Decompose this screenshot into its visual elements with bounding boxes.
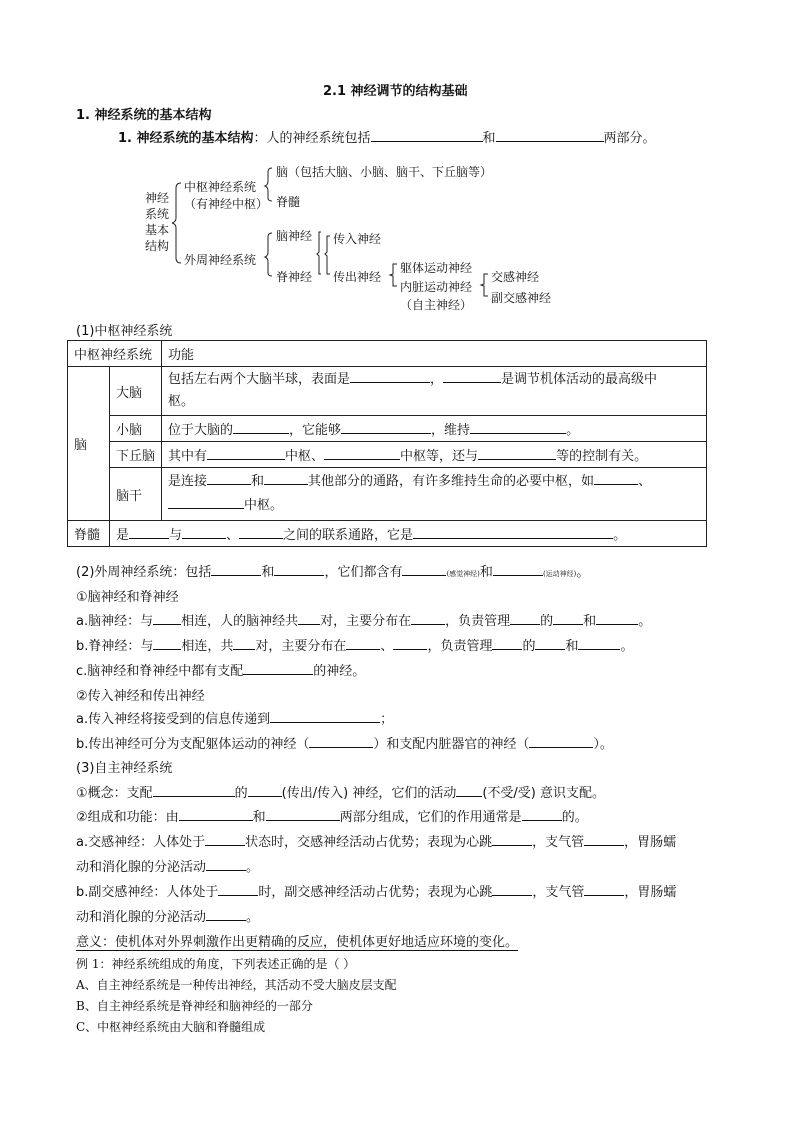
fill-blank[interactable] — [443, 370, 501, 383]
line-text: ，支气管 — [532, 835, 585, 850]
line-text: a.脑神经：与 — [76, 614, 154, 629]
item1-tail: 两部分。 — [603, 131, 656, 146]
line-text: 。 — [246, 860, 260, 875]
fill-blank[interactable] — [211, 563, 261, 576]
line-text: 的。 — [561, 810, 588, 825]
part3-heading: (3)自主神经系统 — [76, 761, 173, 776]
line-text: ，胃肠蠕 — [624, 885, 677, 900]
line-text: 对，主要分布在 — [320, 614, 412, 629]
cell-text: ，维持 — [431, 423, 471, 438]
line-text: 的 — [234, 786, 248, 801]
fill-blank[interactable] — [153, 784, 235, 797]
cell-text: 等的控制有关。 — [556, 449, 648, 464]
visceral-brace — [481, 274, 488, 296]
cell-text: 与 — [169, 528, 183, 543]
line-text: 和 — [252, 810, 266, 825]
table-cell: 脊髓 — [68, 521, 110, 547]
fill-blank[interactable] — [493, 563, 543, 576]
part2-a-line — [76, 610, 651, 629]
line-text: 的 — [540, 614, 554, 629]
table-cell — [110, 521, 707, 547]
meaning-text: 意义：使机体对外界刺激作出更精确的反应，使机体更好地适应环境的变化。 — [76, 935, 519, 950]
line-text: ②组成和功能：由 — [76, 810, 179, 825]
fill-blank[interactable] — [153, 637, 181, 650]
line-text: ，负责管理 — [427, 639, 493, 654]
cell-text: 位于大脑的 — [168, 423, 234, 438]
somatic-label: 躯体运动神经 — [400, 261, 473, 275]
cell-text: 、 — [226, 528, 240, 543]
line-text: 和 — [261, 565, 275, 580]
fill-blank[interactable] — [535, 637, 565, 650]
example-option-a[interactable]: A、自主神经系统是一种传出神经，其活动不受大脑皮层支配 — [76, 978, 397, 992]
line-text: 的 — [522, 639, 536, 654]
part2-sub1: ①脑神经和脊神经 — [76, 590, 179, 605]
parasympathetic-label: 副交感神经 — [491, 291, 552, 305]
table-cell: 小脑 — [110, 416, 162, 442]
fill-blank[interactable] — [270, 710, 380, 723]
fill-blank[interactable] — [510, 612, 540, 625]
cell-text: ，它能够 — [289, 423, 342, 438]
table-cell: 脑干 — [110, 468, 162, 521]
line-text: 相连，共 — [181, 639, 234, 654]
fill-blank[interactable] — [233, 421, 289, 434]
line-text: a.传入神经将接受到的信息传递到 — [76, 712, 271, 727]
part2-c-line — [76, 660, 365, 679]
central-sub-label: （有神经中枢） — [184, 197, 269, 211]
cell-text: 。 — [566, 423, 580, 438]
part3-composition — [76, 806, 588, 825]
fill-blank[interactable] — [596, 612, 638, 625]
line-text: b.传出神经可分为支配躯体运动的神经（ — [76, 737, 310, 752]
fill-blank[interactable] — [205, 833, 245, 846]
fill-blank[interactable] — [182, 526, 226, 539]
fill-blank[interactable] — [522, 808, 562, 821]
fill-blank[interactable] — [298, 612, 320, 625]
example-question: 例 1：神经系统组成的角度，下列表述正确的是（ ） — [76, 957, 356, 971]
line-text: ，胃肠蠕 — [624, 835, 677, 850]
central-nervous-table — [67, 340, 707, 547]
central-brace — [265, 168, 272, 201]
fill-blank[interactable] — [393, 637, 427, 650]
line-text: 。 — [246, 910, 260, 925]
fill-blank[interactable] — [248, 784, 282, 797]
line-text: ，支气管 — [532, 885, 585, 900]
fill-blank[interactable] — [243, 662, 313, 675]
part1-heading: (1)中枢神经系统 — [76, 324, 173, 339]
cell-text: 包括左右两个大脑半球，表面是 — [168, 372, 351, 387]
part3-sympathetic — [76, 831, 676, 850]
line-text: b.脊神经：与 — [76, 639, 154, 654]
line-text: 相连，人的脑神经共 — [181, 614, 299, 629]
fill-blank[interactable] — [492, 637, 522, 650]
section-heading: 1. 神经系统的基本结构 — [76, 108, 212, 123]
line-text: 、 — [380, 639, 394, 654]
tree-brackets — [0, 0, 794, 330]
line-text: 动和消化腺的分泌活动 — [76, 860, 207, 875]
fill-blank[interactable] — [179, 808, 253, 821]
fill-blank[interactable] — [309, 735, 373, 748]
fill-blank[interactable] — [411, 612, 445, 625]
fill-blank[interactable] — [168, 496, 244, 509]
fill-blank[interactable] — [266, 808, 340, 821]
fill-blank[interactable] — [341, 421, 431, 434]
line-text: 和 — [583, 614, 597, 629]
direction-brace — [325, 236, 330, 274]
fill-blank[interactable] — [206, 858, 246, 871]
table-cell: 大脑 — [110, 367, 162, 416]
line-text: (传出/传入) 神经，它们的活动 — [281, 786, 457, 801]
table-row — [68, 341, 707, 367]
brain-label: 脑（包括大脑、小脑、脑干、下丘脑等） — [276, 165, 493, 179]
table-row — [68, 416, 707, 442]
brain-cell: 脑 — [68, 367, 110, 521]
part3-sympathetic-2 — [76, 856, 259, 875]
table-header: 功能 — [162, 341, 707, 367]
table-cell — [162, 367, 707, 416]
part3-parasympathetic — [76, 881, 676, 900]
line-text: c.脑神经和脊神经中都有支配 — [76, 664, 244, 679]
visceral-label: 内脏运动神经 — [400, 280, 473, 294]
cell-text: 中枢等，还与 — [400, 449, 479, 464]
spinal-nerve-label: 脊神经 — [276, 270, 313, 284]
cell-text: ， — [430, 372, 444, 387]
line-text: ，负责管理 — [445, 614, 511, 629]
example-option-c[interactable]: C、中枢神经系统由大脑和脊髓组成 — [76, 1020, 266, 1034]
item1-and: 和 — [482, 131, 496, 146]
fill-blank[interactable] — [584, 833, 624, 846]
fill-blank[interactable] — [402, 563, 446, 576]
cell-text: 之间的联系通路，它是 — [283, 528, 414, 543]
line-text: b.副交感神经：人体处于 — [76, 885, 219, 900]
cell-text: 枢。 — [168, 394, 195, 409]
fill-blank[interactable] — [324, 447, 400, 460]
part2-b-line — [76, 635, 634, 654]
line-text: 时，副交感神经活动占优势；表现为心跳 — [258, 885, 493, 900]
line-text: 和 — [479, 565, 493, 580]
line-text: 。 — [620, 639, 634, 654]
peripheral-label: 外周神经系统 — [184, 253, 257, 267]
fill-blank[interactable] — [153, 612, 181, 625]
cranial-label: 脑神经 — [276, 229, 313, 243]
autonomic-label: （自主神经） — [400, 298, 473, 312]
table-cell — [162, 442, 707, 468]
note-text: (运动神经) — [542, 570, 577, 578]
cell-text: 和 — [251, 474, 265, 489]
line-text: ，它们都含有 — [324, 565, 403, 580]
fill-blank[interactable] — [274, 563, 324, 576]
line-text: ）。 — [593, 737, 613, 752]
part2-sub2: ②传入神经和传出神经 — [76, 689, 205, 704]
table-row — [68, 468, 707, 521]
cell-text: 是 — [116, 528, 130, 543]
example-option-b[interactable]: B、自主神经系统是脊神经和脑神经的一部分 — [76, 999, 313, 1013]
cell-text: 、 — [638, 474, 652, 489]
line-text: 两部分组成，它们的作用通常是 — [339, 810, 522, 825]
fill-blank[interactable] — [207, 472, 251, 485]
cell-text: 是调节机体活动的最高级中 — [501, 372, 658, 387]
part3-concept — [76, 782, 605, 801]
fill-blank[interactable] — [553, 612, 583, 625]
fill-blank[interactable] — [594, 472, 638, 485]
item1-text: ：人的神经系统包括 — [253, 131, 371, 146]
fill-blank[interactable] — [206, 908, 246, 921]
table-cell — [162, 416, 707, 442]
part3-parasympathetic-2 — [76, 906, 259, 925]
fill-blank[interactable] — [578, 637, 620, 650]
fill-blank[interactable] — [584, 883, 624, 896]
fill-blank[interactable] — [264, 472, 308, 485]
fill-blank[interactable] — [346, 637, 380, 650]
peripheral-brace — [265, 233, 272, 276]
fill-blank[interactable] — [350, 370, 430, 383]
part3-meaning — [76, 931, 518, 950]
tree-root-line: 基本 — [145, 223, 170, 237]
line-text: 状态时，交感神经活动占优势；表现为心跳 — [245, 835, 493, 850]
fill-blank[interactable] — [492, 833, 532, 846]
line-text: (2)外周神经系统：包括 — [76, 565, 212, 580]
line-text: 对，主要分布在 — [255, 639, 347, 654]
efferent-label: 传出神经 — [333, 270, 382, 284]
line-text: (不受/受) 意识支配。 — [482, 786, 605, 801]
efferent-brace — [390, 264, 397, 286]
spinal-cord-label: 脊髓 — [276, 195, 301, 209]
fill-blank[interactable] — [470, 421, 566, 434]
fill-blank[interactable] — [478, 447, 556, 460]
line-text: ①概念：支配 — [76, 786, 153, 801]
cell-text: 中枢。 — [244, 498, 284, 513]
line-text: ）和支配内脏器官的神经（ — [373, 737, 530, 752]
line-text: a.交感神经：人体处于 — [76, 835, 206, 850]
fill-blank[interactable] — [233, 637, 255, 650]
table-cell: 下丘脑 — [110, 442, 162, 468]
root-brace — [172, 183, 181, 263]
cell-text: 是连接 — [168, 474, 208, 489]
nerve-brace — [317, 232, 321, 274]
fill-blank[interactable] — [207, 447, 285, 460]
cell-text: 。 — [613, 528, 627, 543]
line-text: 。 — [638, 614, 652, 629]
part2-b2-line — [76, 733, 613, 752]
tree-root-line: 系统 — [145, 207, 170, 221]
item1-label: 1. 神经系统的基本结构 — [118, 131, 254, 146]
central-label: 中枢神经系统 — [184, 180, 257, 194]
line-text: ； — [380, 712, 394, 727]
cell-text: 其中有 — [168, 449, 208, 464]
fill-blank[interactable] — [239, 526, 283, 539]
line-text: 。 — [576, 565, 590, 580]
table-cell — [162, 468, 707, 521]
table-row — [68, 367, 707, 416]
afferent-label: 传入神经 — [333, 232, 382, 246]
fill-blank[interactable] — [129, 526, 169, 539]
part2-a2-line — [76, 708, 393, 727]
cell-text: 中枢、 — [285, 449, 325, 464]
table-row — [68, 521, 707, 547]
line-text: 的神经。 — [313, 664, 366, 679]
fill-blank[interactable] — [529, 735, 593, 748]
fill-blank[interactable] — [218, 883, 258, 896]
page-title: 2.1 神经调节的结构基础 — [323, 84, 468, 99]
fill-blank[interactable] — [456, 784, 482, 797]
table-row — [68, 442, 707, 468]
tree-root-line: 结构 — [145, 239, 170, 253]
sympathetic-label: 交感神经 — [491, 270, 540, 284]
fill-blank[interactable] — [413, 526, 613, 539]
tree-root-line: 神经 — [145, 191, 170, 205]
part2-line — [76, 561, 589, 580]
note-text: (感觉神经) — [446, 570, 480, 578]
line-text: 和 — [565, 639, 579, 654]
cell-text: 其他部分的通路，有许多维持生命的必要中枢，如 — [308, 474, 595, 489]
line-text: 动和消化腺的分泌活动 — [76, 910, 207, 925]
fill-blank[interactable] — [492, 883, 532, 896]
table-header: 中枢神经系统 — [68, 341, 162, 367]
